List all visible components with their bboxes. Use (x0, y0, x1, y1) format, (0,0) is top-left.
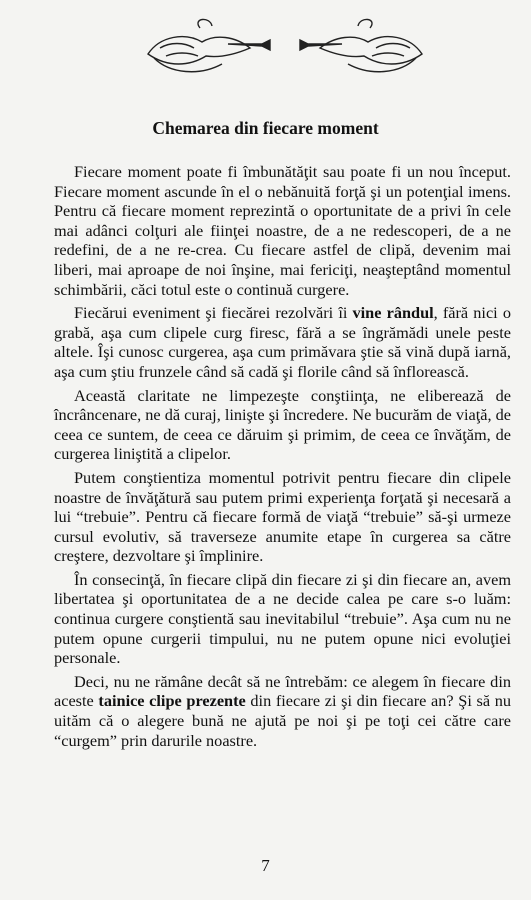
text-segment: din fiecare zi şi din fiecare an? Şi să nu uităm că o alegere bună ne ajută pe noi şi pe toţi cei către care “curgem” prin darurile noastre. (54, 691, 512, 750)
page-number: 7 (261, 856, 270, 875)
text-segment: Fiecărui eveniment şi fiecărei rezolvări îi (74, 303, 353, 323)
text-segment: Fiecare moment poate fi îmbunătăţit sau poate fi un nou început. Fiecare moment ascunde în el o nebănuită forţă şi un potenţial imens. Pentru că fiecare moment reprezintă o oportunitate de a privi în cele mai adânci colţuri ale fiinţei noastre, de a ne redescoperi, de a ne redefini, de a ne re-crea. Cu fiecare astfel de clipă, devenim mai liberi, mai aproape de noi înşine, mai fericiţi, neaşteptând momentul schimbării, căci totul este o continuă curgere. (54, 162, 511, 299)
bold-phrase: vine rândul (352, 303, 434, 323)
paragraph (54, 386, 511, 464)
paragraph (54, 570, 511, 668)
paragraph (54, 468, 511, 566)
body-text (54, 162, 511, 754)
text-segment: Deci, nu ne rămâne decât să ne întrebăm: ce alegem în fiecare din aceste (54, 671, 511, 711)
paragraph (54, 162, 511, 299)
text-segment: Putem conştientiza momentul potrivit pentru fiecare din clipele noastre de învăţătură sau putem primi experienţa forţată şi necesară a lui “trebuie”. Pentru că fiecare formă de viaţă “trebuie” să-şi urmeze cursul evolutiv, să traverseze anumite etape în curgerea sa către creştere, dezvoltare şi împlinire. (54, 467, 511, 566)
bold-phrase: tainice clipe prezente (98, 691, 246, 711)
text-segment: În consecinţă, în fiecare clipă din fiecare zi şi din fiecare an, avem libertatea şi oportunitatea de a ne decide calea pe care s-o luăm: continua curgere conştientă sau inevitabilul “trebuie”. Aşa cum nu ne putem opune curgerii timpului, nu ne putem opune nici evoluţiei personale. (54, 569, 511, 668)
angel-trumpeters-ornament-icon (140, 14, 430, 84)
chapter-title: Chemarea din fiecare moment (152, 118, 379, 138)
paragraph (54, 303, 511, 381)
text-segment: , fără nici o grabă, aşa cum clipele curg firesc, fără a se îngrămădi unele peste altele. Îşi cunosc curgerea, aşa cum primăvara ştie să vină după iarnă, aşa cum ştiu frunzele când să cadă şi florile când să înflorească. (54, 303, 511, 381)
paragraph (54, 672, 511, 750)
text-segment: Această claritate ne limpezeşte conştiinţa, ne eliberează de încrâncenare, ne dă curaj, linişte şi încredere. Ne bucurăm de viaţă, de ceea ce suntem, de ceea ce dăruim şi primim, de ceea ce învăţăm, de curgerea liniştită a clipelor. (54, 385, 512, 464)
